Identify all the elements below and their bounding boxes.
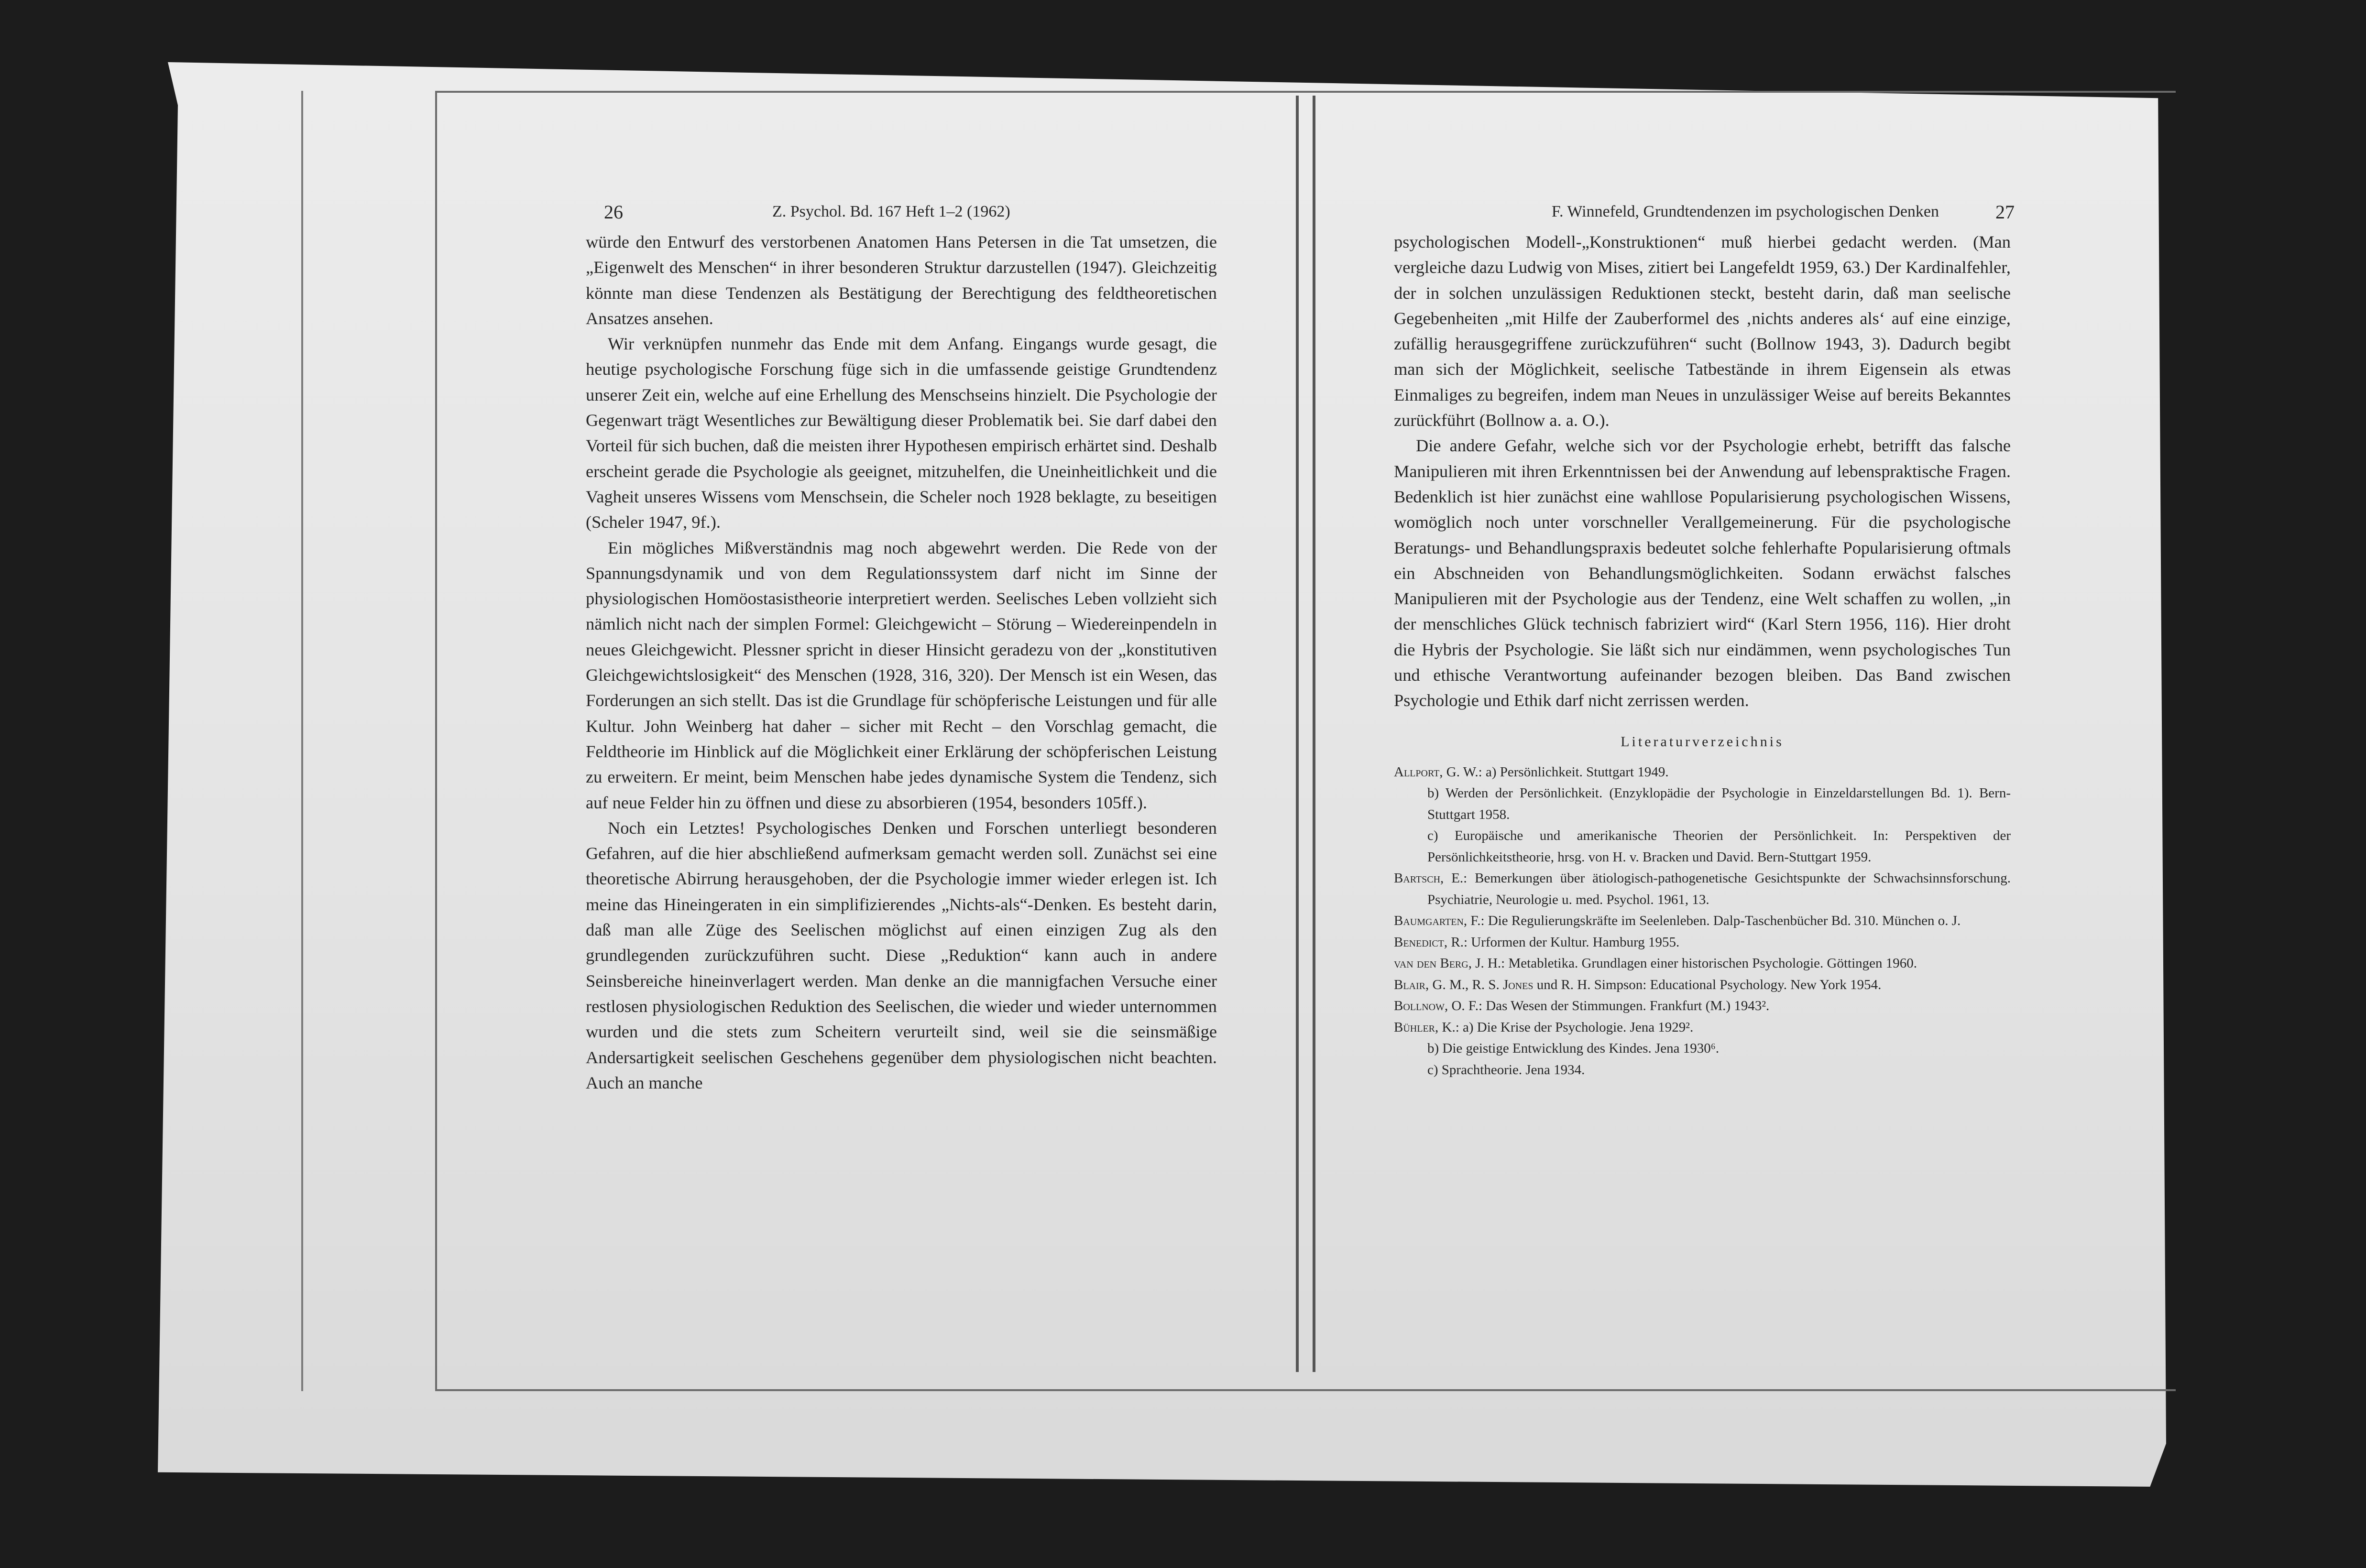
right-running-head [1394, 201, 2015, 229]
reference-text: b) Die geistige Entwicklung des Kindes. Jena 1930⁶. [1427, 1041, 1720, 1056]
reference-text: Metabletika. Grundlagen einer historischen Psychologie. Göttingen 1960. [1505, 956, 1917, 971]
reference-text: c) Europäische und amerikanische Theorien der Persönlichkeit. In: Perspektiven der Persönlichkeitstheorie, hrsg. von H. v. Bracken und David. Bern-Stuttgart 1959. [1427, 828, 2011, 865]
reference-text: Die Regulierungskräfte im Seelenleben. Dalp-Taschenbücher Bd. 310. München o. J. [1484, 913, 1961, 929]
reference-text: c) Sprachtheorie. Jena 1934. [1427, 1062, 1585, 1078]
reference-text: b) Werden der Persönlichkeit. (Enzyklopädie der Psychologie in Einzeldarstellungen Bd. 1). Bern-Stuttgart 1958. [1427, 785, 2011, 822]
reference-text: a) Persönlichkeit. Stuttgart 1949. [1482, 764, 1669, 780]
paragraph: würde den Entwurf des verstorbenen Anatomen Hans Petersen in die Tat umsetzen, die „Eigenwelt des Menschen“ in ihrer besonderen Struktur darzustellen (1947). Gleichzeitig könnte man diese Tendenzen als Bestätigung der Berechtigung des feldtheoretischen Ansatzes ansehen. [586, 232, 1217, 328]
reference-entry [1394, 910, 2011, 932]
reference-entry [1394, 825, 2011, 868]
paragraph: psychologischen Modell-„Konstruktionen“ muß hierbei gedacht werden. (Man vergleiche dazu Ludwig von Mises, zitiert bei Langefeldt 1959, 63.) Der Kardinalfehler, der in solchen unzulässigen Reduktionen steckt, besteht darin, daß man seelische Gegebenheiten „mit Hilfe der Zauberformel des ‚nichts anderes als‘ auf eine einzige, zufällig herausgegriffene zurückzuführen“ sucht (Bollnow 1943, 3). Dadurch begibt man sich der Möglichkeit, seelische Tatbestände in ihrem Eigensein als etwas Einmaliges zu begreifen, indem man Neues in unzulässiger Weise auf bereits Bekanntes zurückführt (Bollnow a. a. O.). [1394, 232, 2011, 430]
left-page [586, 201, 1217, 1096]
reference-text: Bemerkungen über ätiologisch-pathogenetische Gesichtspunkte der Schwachsinnsforschung. Psychiatrie, Neurologie u. med. Psychol. 1961, 13. [1427, 871, 2011, 907]
reference-entry [1394, 995, 2011, 1017]
book-spine-left [1296, 96, 1299, 1372]
reference-entry [1394, 1059, 2011, 1081]
left-running-head [586, 201, 1217, 229]
left-body-text [586, 229, 1217, 1096]
paragraph: Ein mögliches Mißverständnis mag noch abgewehrt werden. Die Rede von der Spannungsdynamik und von dem Regulationssystem darf nicht im Sinne der physiologischen Homöostasistheorie interpretiert werden. Seelisches Leben vollzieht sich nämlich nicht nach der simplen Formel: Gleichgewicht – Störung – Wiedereinpendeln in neues Gleichgewicht. Plessner spricht in dieser Hinsicht geradezu von der „konstitutiven Gleichgewichtslosigkeit“ des Menschen (1928, 316, 320). Der Mensch ist ein Wesen, das Forderungen an sich stellt. Das ist die Grundlage für schöpferische Leistungen und für alle Kultur. John Weinberg hat daher – sicher mit Recht – den Vorschlag gemacht, die Feldtheorie im Hinblick auf die Möglichkeit einer Erklärung der schöpferischen Leistung zu erweitern. Er meint, beim Menschen habe jedes dynamische System die Tendenz, sich auf neue Felder hin zu öffnen und diese zu absorbieren (1954, besonders 105ff.). [586, 538, 1217, 812]
reference-entry [1394, 953, 2011, 974]
reference-text: a) Die Krise der Psychologie. Jena 1929². [1459, 1019, 1694, 1035]
reference-author: van den Berg, J. H.: [1394, 956, 1505, 971]
reference-text: Das Wesen der Stimmungen. Frankfurt (M.) 1943². [1482, 998, 1770, 1014]
right-body-text [1394, 229, 2011, 714]
right-page-number: 27 [1995, 201, 2015, 223]
reference-author: Blair, G. M., R. S. Jones [1394, 977, 1534, 992]
reference-text: Urformen der Kultur. Hamburg 1955. [1468, 934, 1680, 950]
reference-entry [1394, 783, 2011, 825]
reference-entry [1394, 1038, 2011, 1059]
journal-reference: Z. Psychol. Bd. 167 Heft 1–2 (1962) [772, 203, 1010, 220]
reference-entry [1394, 762, 2011, 783]
reference-entry [1394, 868, 2011, 910]
paragraph: Wir verknüpfen nunmehr das Ende mit dem Anfang. Eingangs wurde gesagt, die heutige psychologische Forschung füge sich in die umfassende geistige Grundtendenz unserer Zeit ein, welche auf eine Erhellung des Menschseins hinzielt. Die Psychologie der Gegenwart trägt Wesentliches zur Bewältigung dieser Problematik bei. Sie darf dabei den Vorteil für sich buchen, daß die meisten ihrer Hypothesen empirisch erhärtet sind. Deshalb erscheint gerade die Psychologie als geeignet, mitzuhelfen, die Uneinheitlichkeit und die Vagheit unseres Wissens vom Menschsein, die Scheler noch 1928 beklagte, zu beseitigen (Scheler 1947, 9f.). [586, 334, 1217, 532]
paragraph: Die andere Gefahr, welche sich vor der Psychologie erhebt, betrifft das falsche Manipulieren mit ihren Erkenntnissen bei der Anwendung auf lebenspraktische Fragen. Bedenklich ist hier zunächst eine wahllose Popularisierung psychologischen Wissens, womöglich noch unter vorschneller Verallgemeinerung. Für die psychologische Beratungs- und Behandlungspraxis bedeutet solche fehlerhafte Popularisierung oftmals ein Abschneiden von Behandlungsmöglichkeiten. Sodann erwächst falsches Manipulieren mit der Psychologie aus der Tendenz, eine Welt schaffen zu wollen, „in der menschliches Glück technisch fabriziert wird“ (Karl Stern 1956, 116). Hier droht die Hybris der Psychologie. Sie läßt sich nur eindämmen, wenn psychologisches Tun und ethische Verantwortung aufeinander bezogen bleiben. Das Band zwischen Psychologie und Ethik darf nicht zerrissen werden. [1394, 436, 2011, 710]
reference-entry [1394, 932, 2011, 953]
book-spine-right [1313, 96, 1315, 1372]
running-title: F. Winnefeld, Grundtendenzen im psychologischen Denken [1551, 203, 1939, 220]
reference-author: Allport, G. W.: [1394, 764, 1482, 780]
reference-author: Bollnow, O. F.: [1394, 998, 1483, 1014]
reference-text: und R. H. Simpson: Educational Psychology. New York 1954. [1533, 977, 1882, 992]
left-page-number: 26 [604, 201, 623, 223]
margin-line [301, 91, 303, 1391]
reference-author: Benedict, R.: [1394, 934, 1468, 950]
references-title: Literaturverzeichnis [1621, 733, 1784, 750]
reference-author: Bartsch, E.: [1394, 871, 1468, 886]
reference-entry [1394, 1017, 2011, 1038]
reference-list [1394, 762, 2011, 1081]
paragraph: Noch ein Letztes! Psychologisches Denken und Forschen unterliegt besonderen Gefahren, auf die hier abschließend aufmerksam gemacht werden soll. Zunächst sei eine theoretische Abirrung herausgehoben, der die Psychologie immer wieder erlegen ist. Ich meine das Hineingeraten in ein simplifizierendes „Nichts-als“-Denken. Es besteht darin, daß man alle Züge des Seelischen möglichst auf einen einzigen Zug als den grundlegenden zurückzuführen sucht. Diese „Reduktion“ kann auch in andere Seinsbereiche hineinverlagert werden. Man denke an die mannigfachen Versuche einer restlosen physiologischen Reduktion des Seelischen, die wieder und wieder unternommen wurden und die stets zum Scheitern verurteilt sind, weil sie die seinsmäßige Andersartigkeit seelischen Geschehens gegenüber dem physiologischen nicht beachten. Auch an manche [586, 818, 1217, 1092]
reference-author: Baumgarten, F.: [1394, 913, 1485, 929]
right-page [1394, 201, 2015, 1080]
reference-author: Bühler, K.: [1394, 1019, 1459, 1035]
reference-entry [1394, 974, 2011, 996]
